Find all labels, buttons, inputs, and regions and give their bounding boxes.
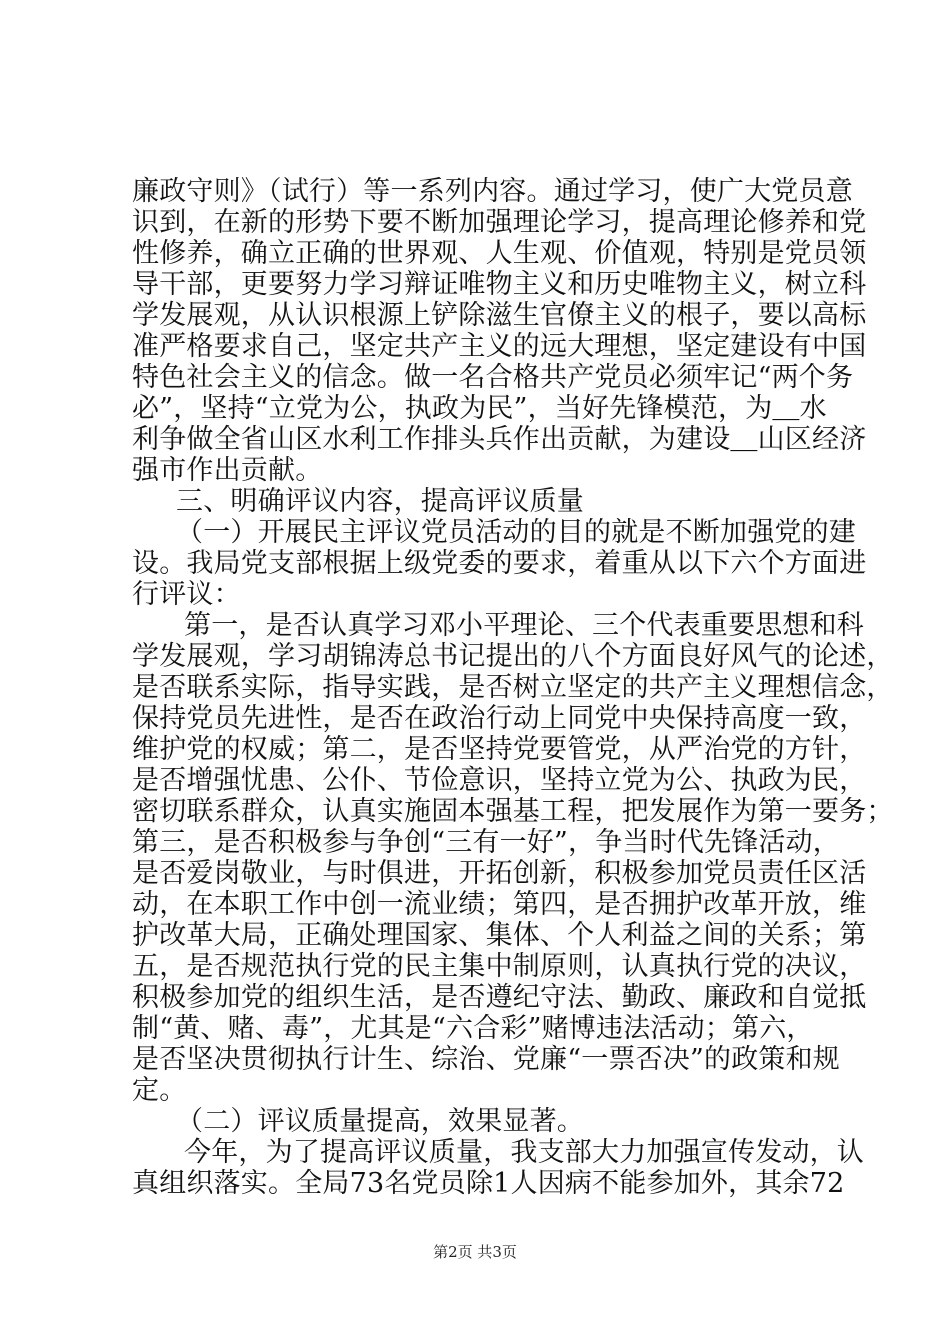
text-line: 五，是否规范执行党的民主集中制原则，认真执行党的决议， [132,951,867,982]
text-line: 学发展观，学习胡锦涛总书记提出的八个方面良好风气的论述， [132,641,894,672]
text-line: 第一，是否认真学习邓小平理论、三个代表重要思想和科 [184,610,864,641]
text-line: 是否增强忧患、公仆、节俭意识，坚持立党为公、执政为民， [132,765,867,796]
text-line: 积极参加党的组织生活，是否遵纪守法、勤政、廉政和自觉抵 [132,982,867,1013]
text-line: 识到，在新的形势下要不断加强理论学习，提高理论修养和党 [132,207,867,238]
text-line: 强市作出贡献。 [132,455,323,486]
text-line: 是否坚决贯彻执行计生、综治、党廉“一票否决”的政策和规 [132,1044,841,1075]
section-heading: 三、明确评议内容，提高评议质量 [176,486,584,517]
text-line: 必”，坚持“立党为公，执政为民”，当好先锋模范，为＿水 [132,393,827,424]
text-line: 保持党员先进性，是否在政治行动上同党中央保持高度一致， [132,703,867,734]
text-line: 性修养，确立正确的世界观、人生观、价值观，特别是党员领 [132,238,867,269]
text-line: 准严格要求自己，坚定共产主义的远大理想，坚定建设有中国 [132,331,867,362]
text-line: 利争做全省山区水利工作排头兵作出贡献，为建设＿山区经济 [132,424,867,455]
text-line: 动，在本职工作中创一流业绩；第四，是否拥护改革开放，维 [132,889,867,920]
subsection-heading: （二）评议质量提高，效果显著。 [176,1106,584,1137]
text-line: 是否爱岗敬业，与时俱进，开拓创新，积极参加党员责任区活 [132,858,867,889]
text-line: 是否联系实际，指导实践，是否树立坚定的共产主义理想信念， [132,672,894,703]
text-line: 定。 [132,1075,187,1106]
text-line: 学发展观，从认识根源上铲除滋生官僚主义的根子，要以高标 [132,300,867,331]
text-line: 密切联系群众，认真实施固本强基工程，把发展作为第一要务； [132,796,894,827]
text-line: 特色社会主义的信念。做一名合格共产党员必须牢记“两个务 [132,362,854,393]
text-line: 维护党的权威；第二，是否坚持党要管党，从严治党的方针， [132,734,867,765]
text-line: 行评议： [132,579,241,610]
text-line: 导干部，更要努力学习辩证唯物主义和历史唯物主义，树立科 [132,269,867,300]
text-line: 今年，为了提高评议质量，我支部大力加强宣传发动，认 [184,1137,864,1168]
subsection-heading: （一）开展民主评议党员活动的目的就是不断加强党的建 [176,517,856,548]
text-line: 设。我局党支部根据上级党委的要求，着重从以下六个方面进 [132,548,867,579]
text-line: 廉政守则》（试行）等一系列内容。通过学习，使广大党员意 [132,176,853,207]
page-number-footer: 第2页 共3页 [433,1243,517,1261]
text-line: 第三，是否积极参与争创“三有一好”，争当时代先锋活动， [132,827,841,858]
text-line: 护改革大局，正确处理国家、集体、个人利益之间的关系；第 [132,920,867,951]
text-line: 制“黄、赌、毒”，尤其是“六合彩”赌博违法活动；第六， [132,1013,814,1044]
text-line: 真组织落实。全局73名党员除1人因病不能参加外，其余72 [132,1168,845,1199]
